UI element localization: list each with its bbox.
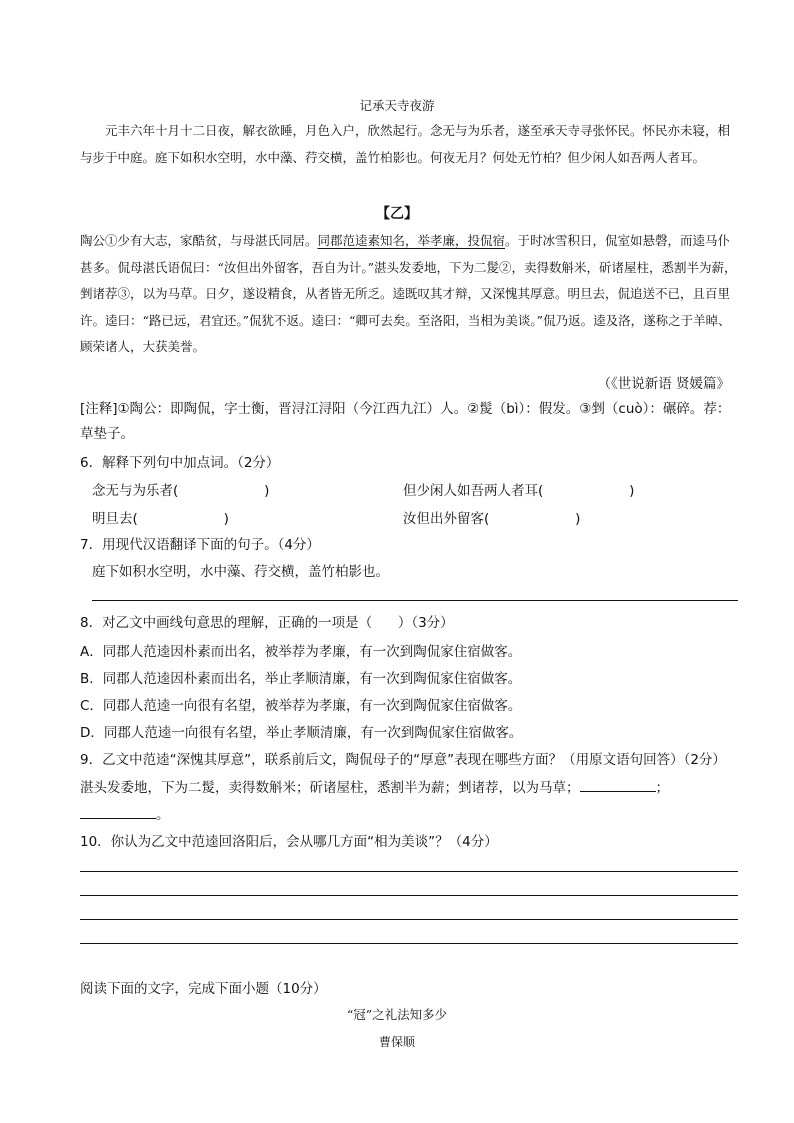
q8-option-b: B．同郡人范逵因朴素而出名，举止孝顺清廉，有一次到陶侃家住宿做客。 <box>80 671 522 687</box>
q7-stem: 7．用现代汉语翻译下面的句子。（4分） <box>80 537 320 553</box>
q9-answer-row-2 <box>80 803 170 823</box>
section2-title: “冠”之礼法知多少 <box>346 1007 448 1022</box>
annotation-note: [注释]①陶公：即陶侃，字士衡，晋浔江浔阳（今江西九江）人。②髲（bì）：假发。③剉（cuò）：碾碎。荐：草垫子。 <box>80 401 731 442</box>
passage-b-text <box>80 228 740 361</box>
passage-a-body <box>80 118 740 171</box>
passage-b-text-after: 。于时冰雪积日，侃室如悬磬，而逵马仆甚多。侃母湛氏语侃曰：“汝但出外留客，吾自为计。”湛头发委地，下为二髲②，卖得数斛米，斫诸屋柱，悉割半为薪，剉诸荐③，以为马草。日夕，遂设精食，从者皆无所乏。逵既叹其才辩，又深愧其厚意。明旦去，侃追送不已，且百里许。逵曰：“路已远，君宜还。”侃犹不返。逵曰：“卿可去矣。至洛阳，当相为美谈。”侃乃返。逵及洛，遂称之于羊晫、顾荣诸人，大获美誉。 <box>80 233 737 354</box>
passage-b-underlined-sentence: 同郡范逵素知名，举孝廉，投侃宿 <box>317 233 506 248</box>
q9-stem: 9．乙文中范逵“深愧其厚意”，联系前后文，陶侃母子的“厚意”表现在哪些方面？（用原文语句回答）（2分） <box>80 752 726 768</box>
passage-b-label: 【乙】 <box>376 206 418 222</box>
q8-stem: 8．对乙文中画线句意思的理解，正确的一项是（ ）（3分） <box>80 615 454 631</box>
passage-b-text-before: 陶公①少有大志，家酷贫，与母湛氏同居。 <box>80 233 318 248</box>
q10-answer-line-1[interactable] <box>80 871 738 872</box>
section2-author: 曹保顺 <box>378 1035 415 1049</box>
q10-answer-line-4[interactable] <box>80 943 738 944</box>
passage-a-text: 元丰六年十月十二日夜，解衣欲睡，月色入户，欣然起行。念无与为乐者，遂至承天寺寻张怀民。怀民亦未寝，相与步于中庭。庭下如积水空明，水中藻、荇交横，盖竹柏影也。何夜无月？何处无竹柏？但少闲人如吾两人者耳。 <box>80 123 731 165</box>
q10-answer-line-2[interactable] <box>80 895 738 896</box>
q6-item-2: 但少闲人如吾两人者耳( ) <box>403 483 635 499</box>
q7-sentence: 庭下如积水空明，水中藻、荇交横，盖竹柏影也。 <box>92 564 389 580</box>
section2-intro: 阅读下面的文字，完成下面小题（10分） <box>80 981 327 997</box>
q6-item-4: 汝但出外留客( ) <box>403 511 581 527</box>
q9-period: 。 <box>156 807 170 823</box>
passage-b-source: （《世说新语 贤媛篇》 <box>597 376 730 392</box>
passage-b-body <box>80 228 740 361</box>
q7-answer-line[interactable] <box>92 600 738 601</box>
q6-item-1: 念无与为乐者( ) <box>92 483 270 499</box>
q10-answer-line-3[interactable] <box>80 919 738 920</box>
q9-answer-row <box>80 776 669 796</box>
q6-stem: 6．解释下列句中加点词。（2分） <box>80 455 280 471</box>
q8-option-d: D．同郡人范逵一向很有名望，举止孝顺清廉，有一次到陶侃家住宿做客。 <box>80 725 523 741</box>
passage-a-title: 记承天寺夜游 <box>359 98 435 113</box>
q8-option-c: C．同郡人范逵一向很有名望，被举荐为孝廉，有一次到陶侃家住宿做客。 <box>80 698 522 714</box>
q8-option-a: A．同郡人范逵因朴素而出名，被举荐为孝廉，有一次到陶侃家住宿做客。 <box>80 644 522 660</box>
q9-semicolon: ； <box>655 780 669 796</box>
q9-blank-1[interactable] <box>580 779 656 792</box>
q10-stem: 10．你认为乙文中范逵回洛阳后，会从哪几方面“相为美谈”？（4分） <box>80 834 498 850</box>
q9-blank-2[interactable] <box>80 806 156 819</box>
q9-given-text: 湛头发委地，下为二髲，卖得数斛米；斫诸屋柱，悉割半为薪；剉诸荐，以为马草； <box>80 780 580 796</box>
q6-item-3: 明旦去( ) <box>92 511 229 527</box>
